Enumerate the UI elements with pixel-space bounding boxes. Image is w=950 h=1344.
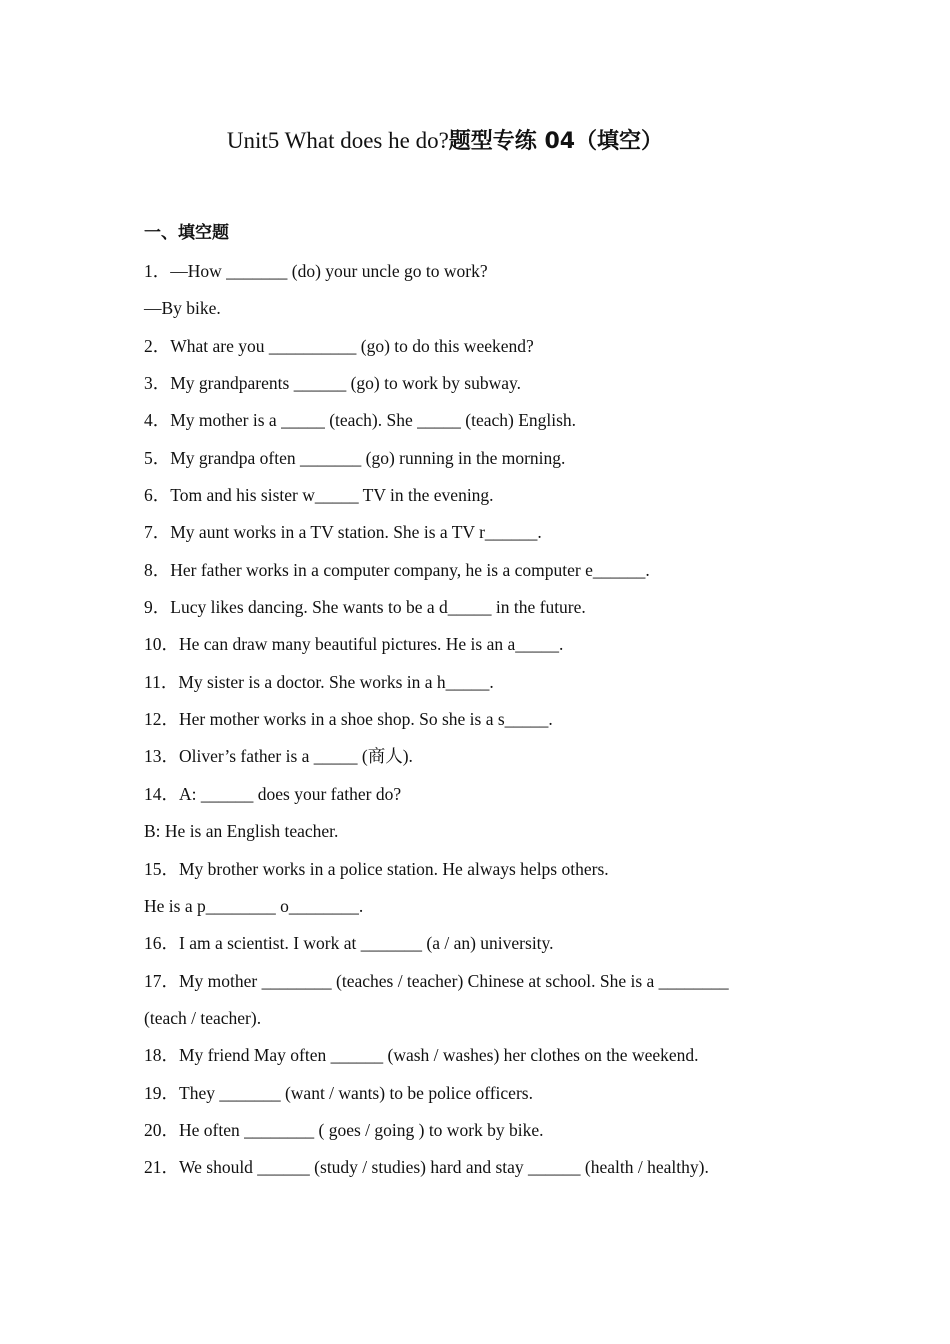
question-line: 5．My grandpa often _______ (go) running in the morning. bbox=[144, 447, 566, 468]
document-title bbox=[0, 124, 890, 159]
question-line: 21．We should ______ (study / studies) hard and stay ______ (health / healthy). bbox=[144, 1157, 709, 1178]
question-line: 16．I am a scientist. I work at _______ (a / an) university. bbox=[144, 933, 554, 954]
answer-line: B: He is an English teacher. bbox=[144, 821, 339, 842]
question-list bbox=[144, 256, 844, 1190]
question-line: 7．My aunt works in a TV station. She is a TV r______. bbox=[144, 522, 542, 543]
answer-line: —By bike. bbox=[144, 298, 221, 319]
question-line: 17．My mother ________ (teaches / teacher) Chinese at school. She is a ________ bbox=[144, 970, 729, 991]
question-line: 15．My brother works in a police station. He always helps others. bbox=[144, 858, 609, 879]
question-line: 13．Oliver’s father is a _____ (商人). bbox=[144, 746, 413, 767]
question-line: 12．Her mother works in a shoe shop. So she is a s_____. bbox=[144, 709, 553, 730]
question-line: 8．Her father works in a computer company, he is a computer e______. bbox=[144, 559, 650, 580]
question-line: 19．They _______ (want / wants) to be police officers. bbox=[144, 1082, 533, 1103]
section-heading: 一、填空题 bbox=[144, 223, 229, 243]
question-continuation-line: (teach / teacher). bbox=[144, 1007, 262, 1028]
title-chinese: 题型专练 04（填空） bbox=[448, 129, 664, 154]
question-line: 4．My mother is a _____ (teach). She _____ (teach) English. bbox=[144, 410, 577, 431]
title-english: Unit5 What does he do? bbox=[226, 128, 449, 153]
question-line: 2．What are you __________ (go) to do this weekend? bbox=[144, 335, 534, 356]
question-line: 9．Lucy likes dancing. She wants to be a d_____ in the future. bbox=[144, 597, 586, 618]
question-line: 3．My grandparents ______ (go) to work by subway. bbox=[144, 373, 522, 394]
question-line: 20．He often ________ ( goes / going ) to work by bike. bbox=[144, 1119, 544, 1140]
question-line: 10．He can draw many beautiful pictures. He is an a_____. bbox=[144, 634, 564, 655]
question-line: 18．My friend May often ______ (wash / washes) her clothes on the weekend. bbox=[144, 1045, 699, 1066]
question-line: 6．Tom and his sister w_____ TV in the evening. bbox=[144, 485, 494, 506]
question-line: 1．—How _______ (do) your uncle go to work? bbox=[144, 261, 488, 281]
question-continuation-line: He is a p________ o________. bbox=[144, 895, 364, 916]
question-line: 14．A: ______ does your father do? bbox=[144, 783, 402, 804]
question-line: 11．My sister is a doctor. She works in a h_____. bbox=[144, 671, 494, 692]
